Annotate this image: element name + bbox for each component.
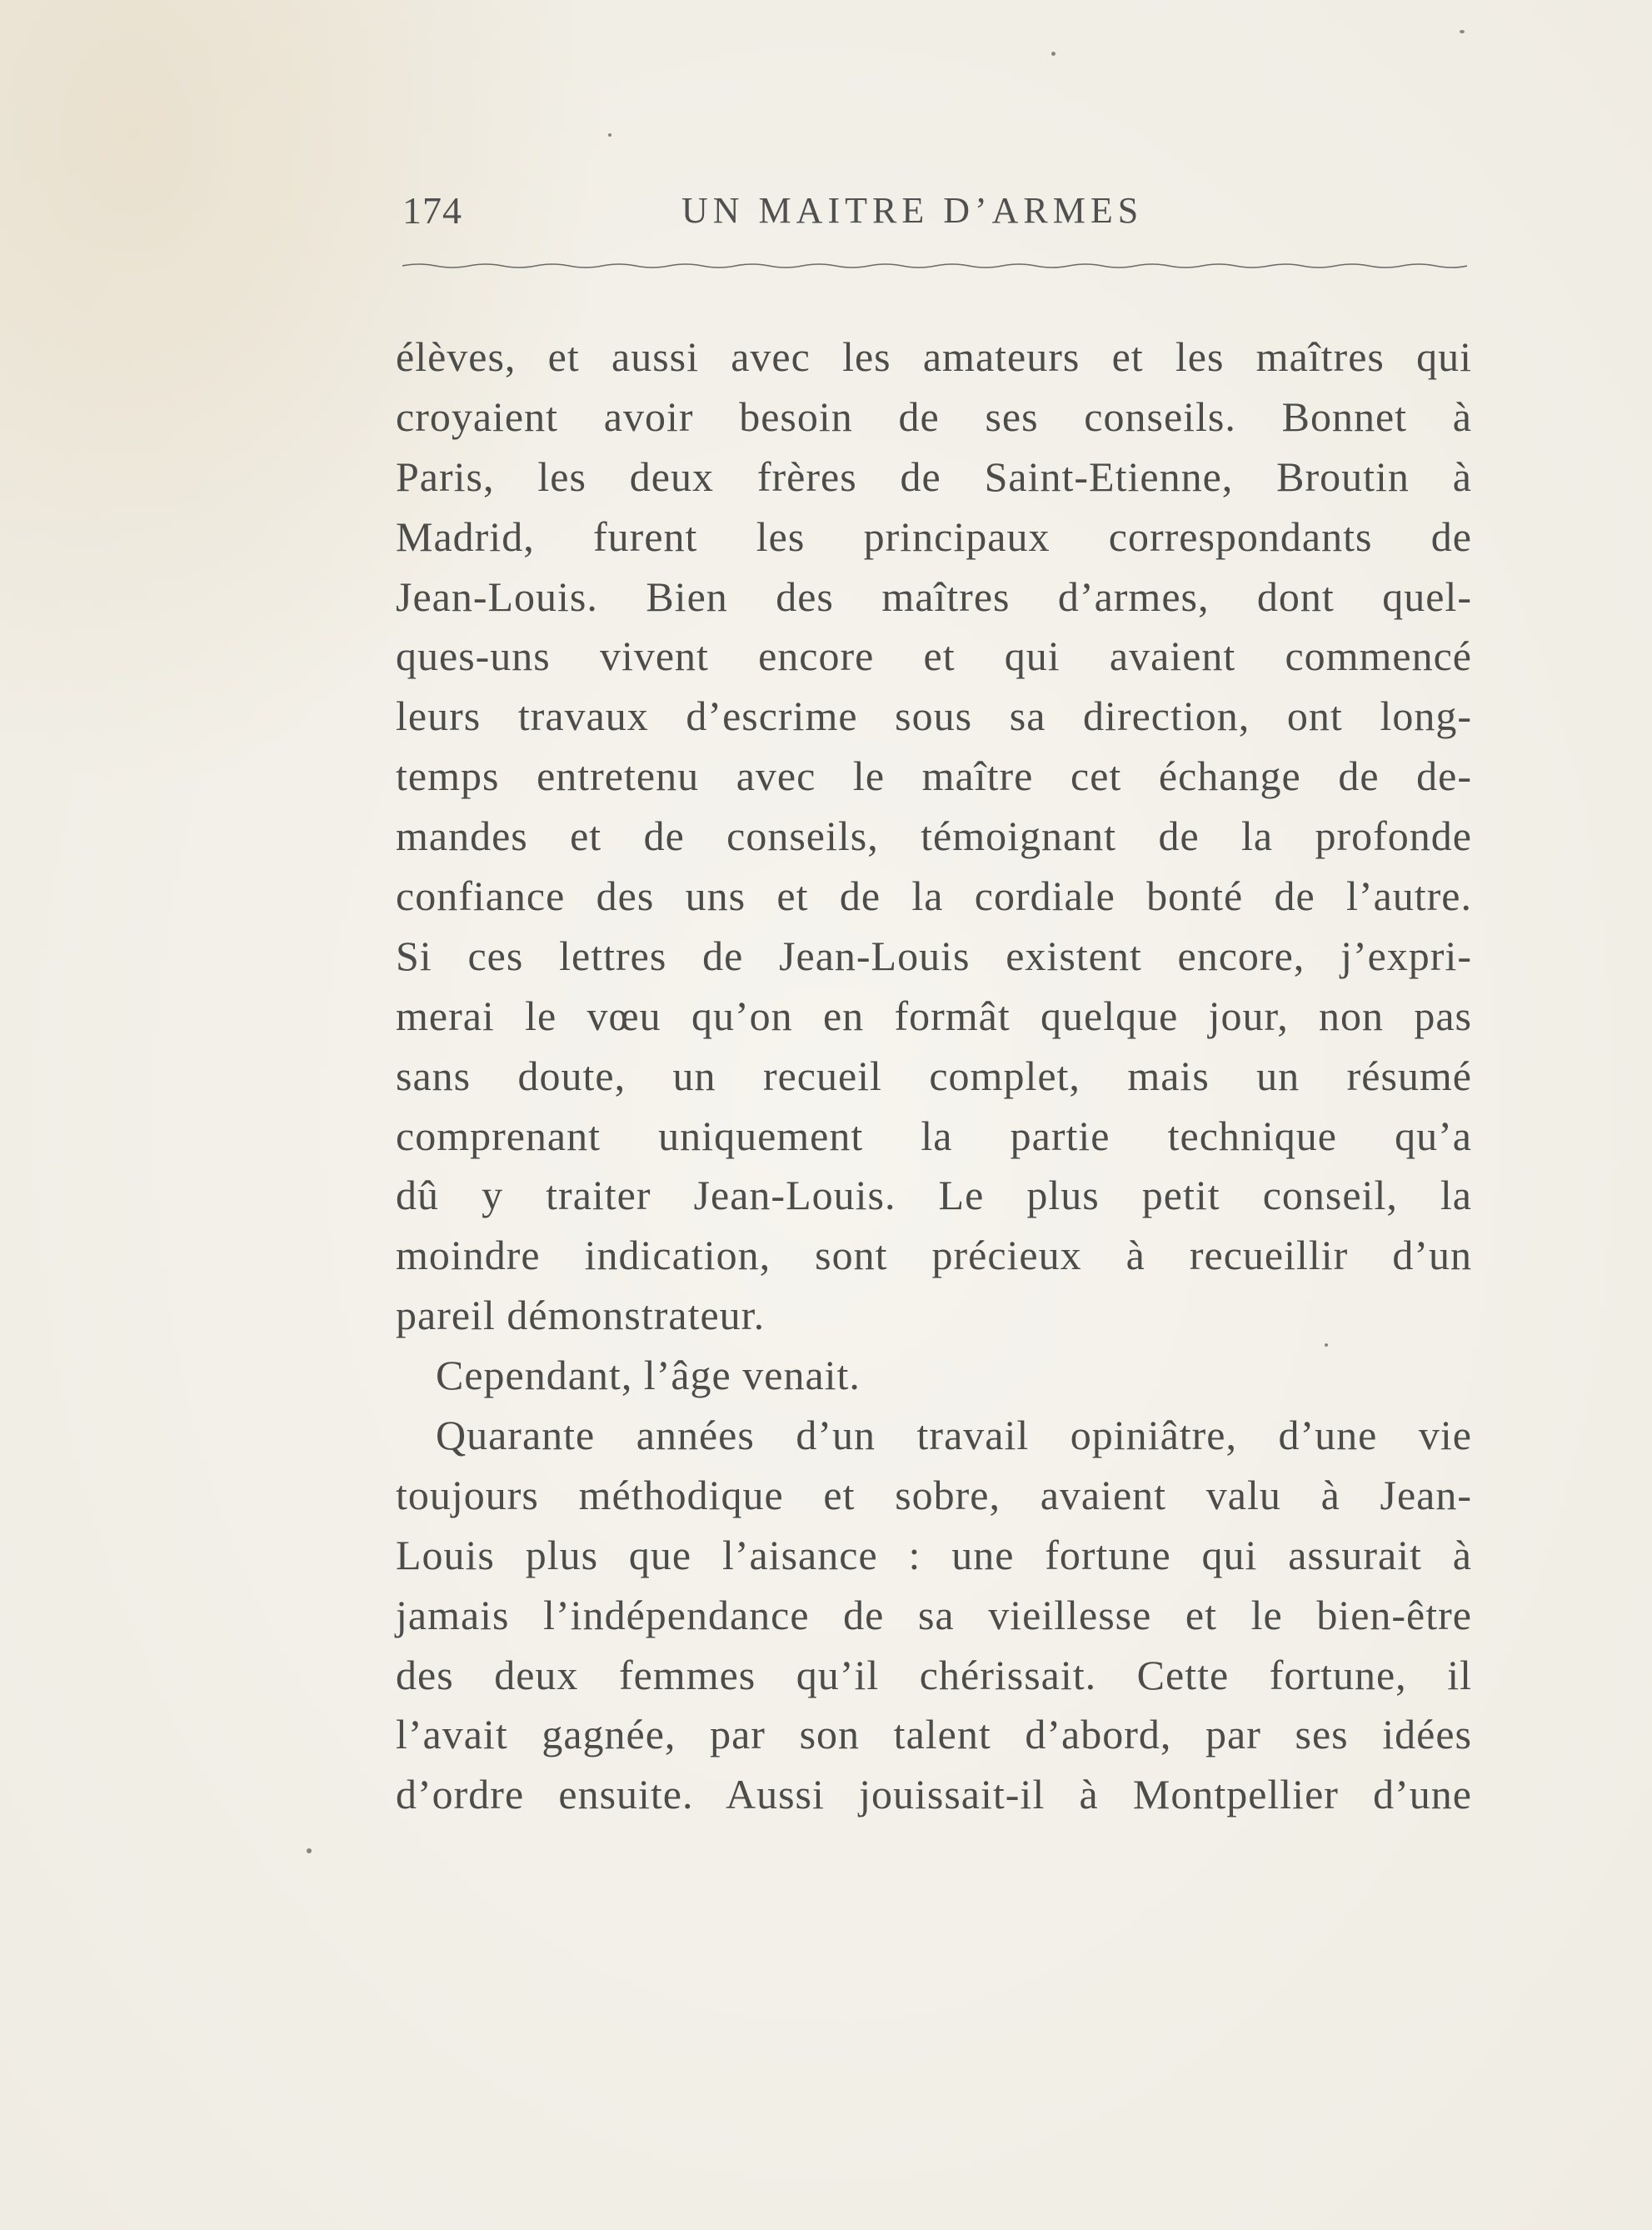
text-line: Si ces lettres de Jean-Louis existent encore, j’expri- xyxy=(396,932,1472,979)
text-line: moindre indication, sont précieux à recueillir d’un xyxy=(396,1232,1472,1279)
paper-speck xyxy=(1051,52,1056,56)
text-line: ques-uns vivent encore et qui avaient commencé xyxy=(396,632,1472,680)
text-line: d’ordre ensuite. Aussi jouissait-il à Montpellier d’une xyxy=(396,1771,1472,1818)
text-line: croyaient avoir besoin de ses conseils. Bonnet à xyxy=(396,392,1472,440)
text-line: Jean-Louis. Bien des maîtres d’armes, dont quel- xyxy=(396,572,1472,620)
text-line: Louis plus que l’aisance : une fortune qui assurait à xyxy=(396,1531,1472,1578)
paper-speck xyxy=(1460,30,1465,33)
text-line: des deux femmes qu’il chérissait. Cette fortune, il xyxy=(396,1651,1472,1698)
running-title: UN MAITRE D’ARMES xyxy=(681,190,1144,231)
page-number: 174 xyxy=(402,189,462,232)
text-line: Cependant, l’âge venait. xyxy=(436,1352,861,1399)
text-line: toujours méthodique et sobre, avaient valu à Jean- xyxy=(396,1471,1472,1518)
text-line: Paris, les deux frères de Saint-Etienne, Broutin à xyxy=(396,452,1472,500)
paper-speck xyxy=(1325,1343,1328,1347)
text-line: comprenant uniquement la partie technique qu’a xyxy=(396,1112,1472,1159)
paper-speck xyxy=(608,133,611,137)
text-line: sans doute, un recueil complet, mais un résumé xyxy=(396,1052,1472,1099)
body-text xyxy=(396,328,1472,1825)
text-line: l’avait gagnée, par son talent d’abord, par ses idées xyxy=(396,1711,1472,1758)
paper-speck xyxy=(307,1848,312,1853)
text-line: Madrid, furent les principaux correspondants de xyxy=(396,512,1472,560)
page-header xyxy=(402,182,1467,240)
text-line: élèves, et aussi avec les amateurs et les maîtres qui xyxy=(396,333,1472,380)
text-line: Quarante années d’un travail opiniâtre, d’une vie xyxy=(436,1412,1472,1459)
text-line: jamais l’indépendance de sa vieillesse et le bien-être xyxy=(396,1591,1472,1638)
text-line: merai le vœu qu’on en formât quelque jour, non pas xyxy=(396,992,1472,1039)
text-line: dû y traiter Jean-Louis. Le plus petit conseil, la xyxy=(396,1172,1472,1219)
text-line: leurs travaux d’escrime sous sa direction, ont long- xyxy=(396,692,1472,740)
header-rule xyxy=(402,260,1467,272)
text-line: confiance des uns et de la cordiale bonté de l’autre. xyxy=(396,872,1472,920)
text-line: temps entretenu avec le maître cet échange de de- xyxy=(396,752,1472,800)
text-line: mandes et de conseils, témoignant de la profonde xyxy=(396,812,1472,860)
text-line: pareil démonstrateur. xyxy=(396,1292,766,1339)
